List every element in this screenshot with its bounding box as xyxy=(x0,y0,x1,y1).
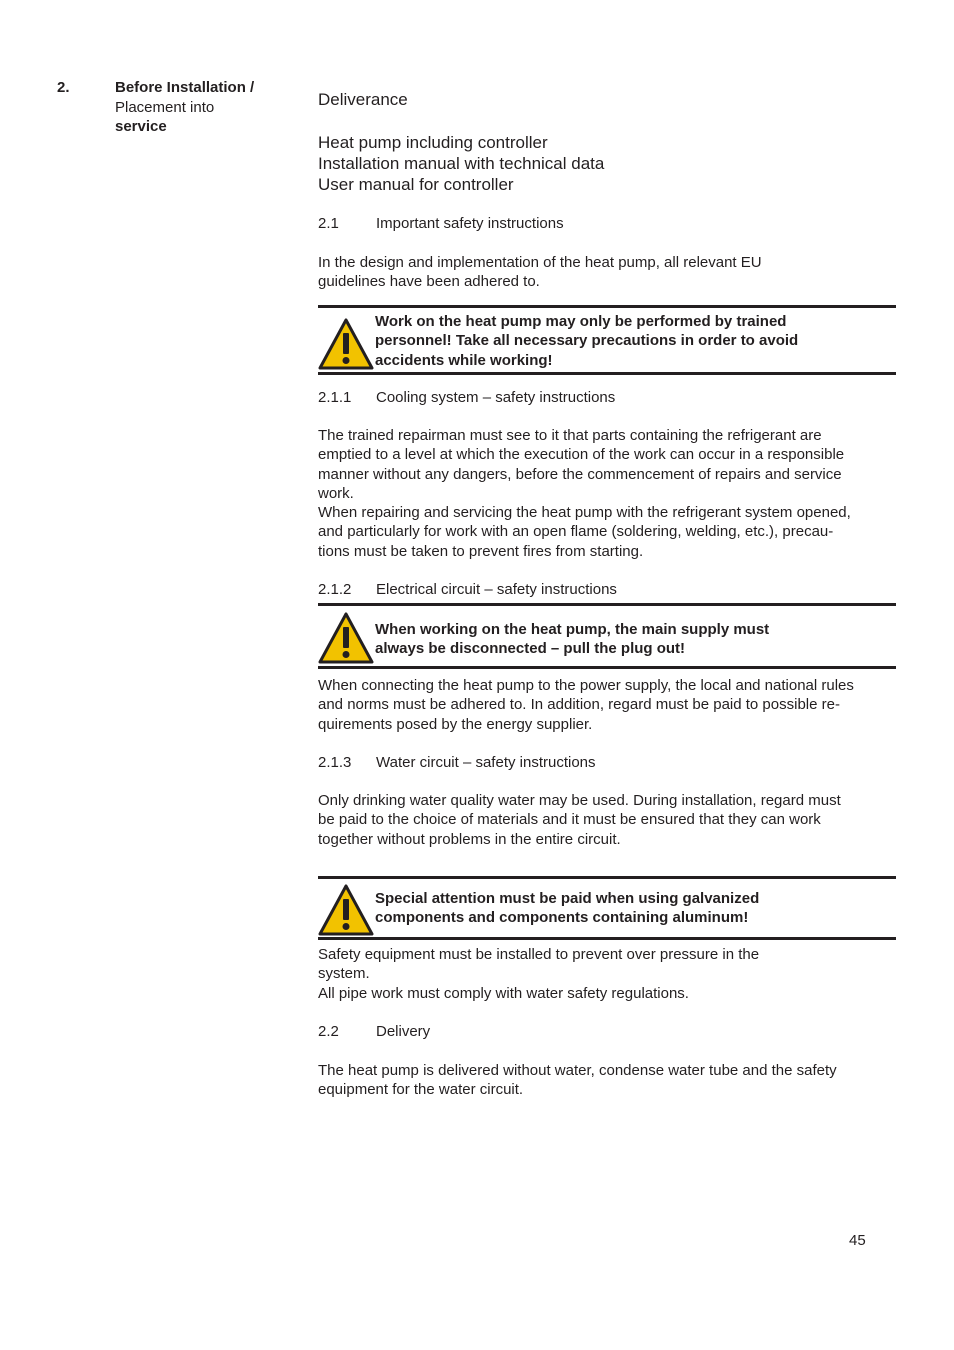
text-line: When working on the heat pump, the main supply must xyxy=(375,621,770,638)
text-line: tions must be taken to prevent fires from starting. xyxy=(318,542,644,560)
section-number: 2.1 xyxy=(318,215,339,232)
section-heading-2-1 xyxy=(318,214,564,233)
chapter-title-line3: service xyxy=(115,118,167,135)
text-line: accidents while working! xyxy=(375,351,553,369)
section-heading-2-1-2 xyxy=(318,580,617,599)
text-line: The heat pump is delivered without water, condense water tube and the safety xyxy=(318,1062,837,1079)
text-line: Special attention must be paid when using galvanized xyxy=(375,890,760,907)
section-number: 2.2 xyxy=(318,1023,339,1040)
text-line: emptied to a level at which the execution of the work can occur in a responsible xyxy=(318,446,845,464)
section-heading-2-2 xyxy=(318,1022,430,1041)
text-line: When repairing and servicing the heat pump with the refrigerant system opened, xyxy=(318,504,851,522)
section-heading-2-1-1 xyxy=(318,388,615,407)
text-line: All pipe work must comply with water safety regulations. xyxy=(318,984,689,1002)
warning-triangle-icon xyxy=(318,318,374,370)
text-line: components and components containing aluminum! xyxy=(375,909,749,927)
paragraph-cooling-system xyxy=(318,426,898,561)
warning-text xyxy=(375,620,875,659)
list-item: Heat pump including controller xyxy=(318,133,548,152)
text-line: In the design and implementation of the heat pump, all relevant EU xyxy=(318,254,762,271)
warning-text xyxy=(375,312,875,370)
text-line: The trained repairman must see to it that parts containing the refrigerant are xyxy=(318,427,822,444)
text-line: and norms must be adhered to. In addition, regard must be paid to possible re- xyxy=(318,696,840,714)
warning-box-trained-personnel xyxy=(318,305,896,375)
warning-text xyxy=(375,889,875,928)
section-title: Important safety instructions xyxy=(376,215,564,232)
warning-box-main-supply xyxy=(318,603,896,669)
text-line: guidelines have been adhered to. xyxy=(318,273,540,291)
text-line: Work on the heat pump may only be performed by trained xyxy=(375,313,787,330)
list-item: Installation manual with technical data xyxy=(318,154,605,173)
section-heading-2-1-3 xyxy=(318,753,596,772)
text-line: system. xyxy=(318,965,370,983)
paragraph-electrical xyxy=(318,676,898,734)
section-number: 2.1.3 xyxy=(318,754,352,771)
page-number: 45 xyxy=(849,1232,866,1249)
text-line: and particularly for work with an open flame (soldering, welding, etc.), precau- xyxy=(318,523,834,541)
warning-triangle-icon xyxy=(318,884,374,936)
paragraph-eu-guidelines xyxy=(318,253,898,292)
text-line: together without problems in the entire circuit. xyxy=(318,830,621,848)
text-line: Safety equipment must be installed to prevent over pressure in the xyxy=(318,946,760,963)
deliverance-list xyxy=(318,132,604,195)
text-line: work. xyxy=(318,484,354,502)
warning-box-galvanized xyxy=(318,876,896,940)
paragraph-delivery xyxy=(318,1061,898,1100)
chapter-number: 2. xyxy=(57,79,70,96)
text-line: equipment for the water circuit. xyxy=(318,1081,524,1099)
text-line: personnel! Take all necessary precautions in order to avoid xyxy=(375,332,799,350)
text-line: When connecting the heat pump to the power supply, the local and national rules xyxy=(318,677,854,694)
section-number: 2.1.1 xyxy=(318,389,352,406)
chapter-title xyxy=(115,78,295,137)
chapter-title-line2: Placement into xyxy=(115,98,215,116)
deliverance-title: Deliverance xyxy=(318,90,408,109)
text-line: manner without any dangers, before the commencement of repairs and service xyxy=(318,465,842,483)
warning-triangle-icon xyxy=(318,612,374,664)
list-item: User manual for controller xyxy=(318,175,514,194)
chapter-title-line1: Before Installation / xyxy=(115,79,255,96)
paragraph-water-circuit xyxy=(318,791,898,849)
section-title: Delivery xyxy=(376,1023,431,1040)
text-line: always be disconnected – pull the plug out! xyxy=(375,640,686,658)
text-line: Only drinking water quality water may be used. During installation, regard must xyxy=(318,792,841,809)
text-line: be paid to the choice of materials and it must be ensured that they can work xyxy=(318,811,821,829)
section-title: Water circuit – safety instructions xyxy=(376,754,596,771)
section-title: Electrical circuit – safety instructions xyxy=(376,581,617,598)
section-title: Cooling system – safety instructions xyxy=(376,389,616,406)
text-line: quirements posed by the energy supplier. xyxy=(318,715,593,733)
section-number: 2.1.2 xyxy=(318,581,352,598)
paragraph-safety-equipment xyxy=(318,945,898,1003)
